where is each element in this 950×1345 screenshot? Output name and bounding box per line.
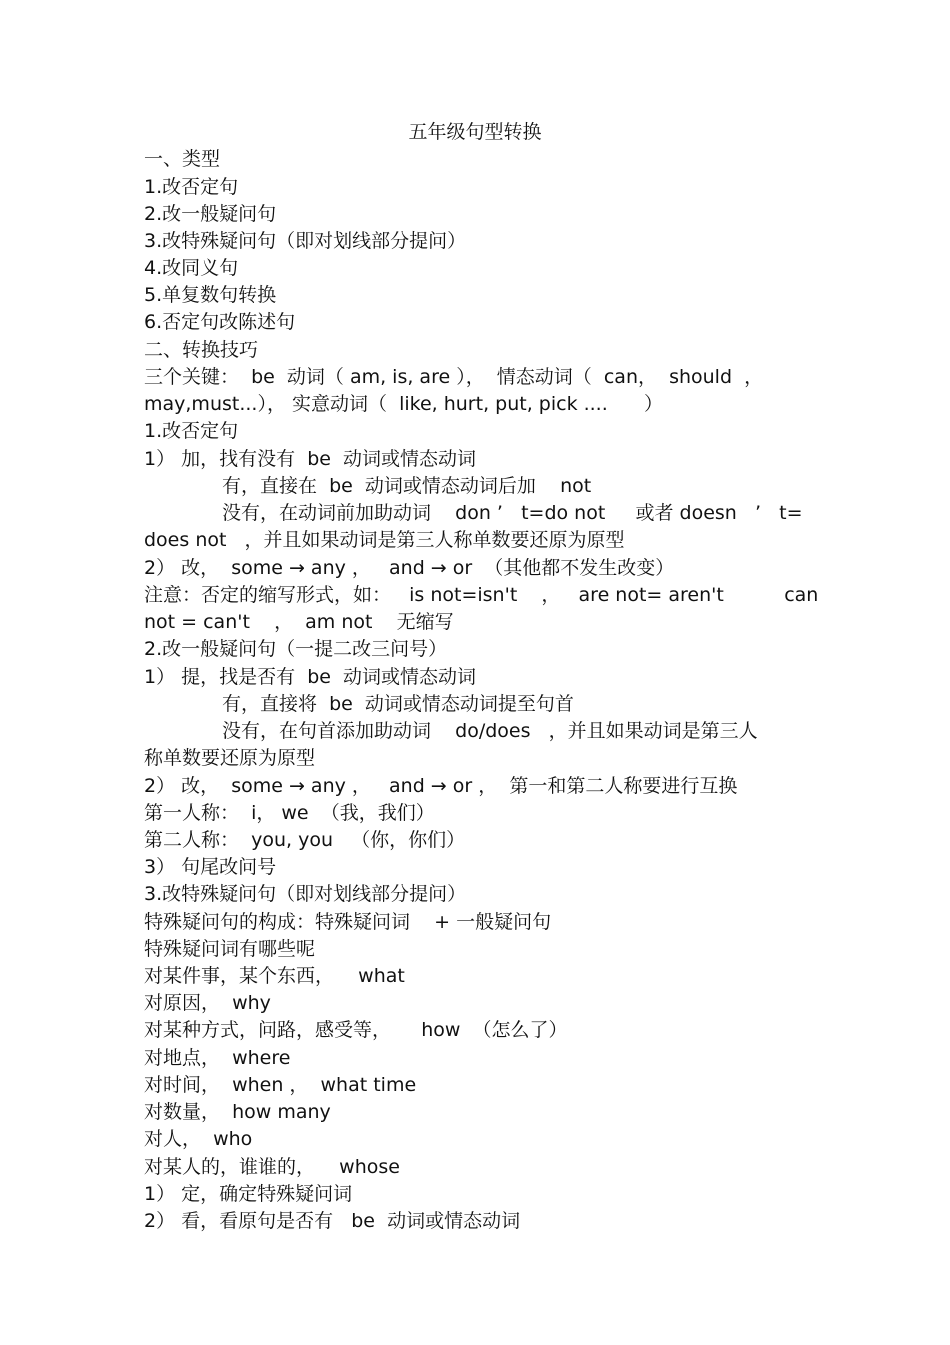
body-text-line: 3） 句尾改问号 [144,856,277,878]
list-item-type-5: 5.单复数句转换 [144,284,277,306]
section-heading-types: 一、类型 [144,148,221,170]
list-item-type-2: 2.改一般疑问句 [144,203,277,225]
body-text-line: 没有，在动词前加助动词 don ’ t=do not 或者 doesn ’ t= [222,502,803,524]
body-text-line: 对时间， when ， what time [144,1074,417,1096]
body-text-line: 对数量， how many [144,1101,331,1123]
body-text-line: 对人， who [144,1128,253,1150]
list-item-type-6: 6.否定句改陈述句 [144,311,296,333]
body-text-line: 第一人称： i， we （我，我们） [144,802,435,824]
body-text-line: 对某人的，谁谁的， whose [144,1156,400,1178]
list-item-type-3: 3.改特殊疑问句（即对划线部分提问） [144,230,467,252]
section-heading-techniques: 二、转换技巧 [144,339,259,361]
body-text-line: does not ，并且如果动词是第三人称单数要还原为原型 [144,529,625,551]
body-text-line: 特殊疑问句的构成：特殊疑问词 + 一般疑问句 [144,911,552,933]
body-text-line: 2） 改， some → any ， and → or ， 第一和第二人称要进行互换 [144,775,738,797]
body-text-line: not = can't ， am not 无缩写 [144,611,454,633]
body-text-line: 1） 加，找有没有 be 动词或情态动词 [144,448,477,470]
list-item-type-1: 1.改否定句 [144,176,239,198]
body-text-line: 2） 改， some → any ， and → or （其他都不发生改变） [144,557,675,579]
body-text-line: 对原因， why [144,992,271,1014]
subsection-heading-special: 3.改特殊疑问句（即对划线部分提问） [144,883,467,905]
body-text-line: 1） 提，找是否有 be 动词或情态动词 [144,666,477,688]
subsection-heading-question: 2.改一般疑问句（一提二改三问号） [144,638,448,660]
body-text-line: 没有，在句首添加助动词 do/does ，并且如果动词是第三人 [222,720,758,742]
document-title: 五年级句型转换 [408,121,542,143]
body-text-line: 有，直接将 be 动词或情态动词提至句首 [222,693,574,715]
body-text-line: 特殊疑问词有哪些呢 [144,938,316,960]
body-text-line: 有，直接在 be 动词或情态动词后加 not [222,475,592,497]
body-text-line: 第二人称： you, you （你，你们） [144,829,466,851]
body-text-line: 1） 定，确定特殊疑问词 [144,1183,353,1205]
body-text-line: 对某种方式，问路，感受等， how （怎么了） [144,1019,568,1041]
list-item-type-4: 4.改同义句 [144,257,239,279]
subsection-heading-negative: 1.改否定句 [144,420,239,442]
body-text-line: 对某件事，某个东西， what [144,965,405,987]
body-text-line: 对地点， where [144,1047,291,1069]
body-text-line: may,must...）， 实意动词（ like, hurt, put, pick .... ） [144,393,664,415]
body-text-line: 称单数要还原为原型 [144,747,316,769]
body-text-line: 三个关键： be 动词（ am, is, are ）， 情态动词（ can， should ， [144,366,764,388]
body-text-line: 注意：否定的缩写形式，如： is not=isn't ， are not= aren't can [144,584,819,606]
body-text-line: 2） 看，看原句是否有 be 动词或情态动词 [144,1210,521,1232]
